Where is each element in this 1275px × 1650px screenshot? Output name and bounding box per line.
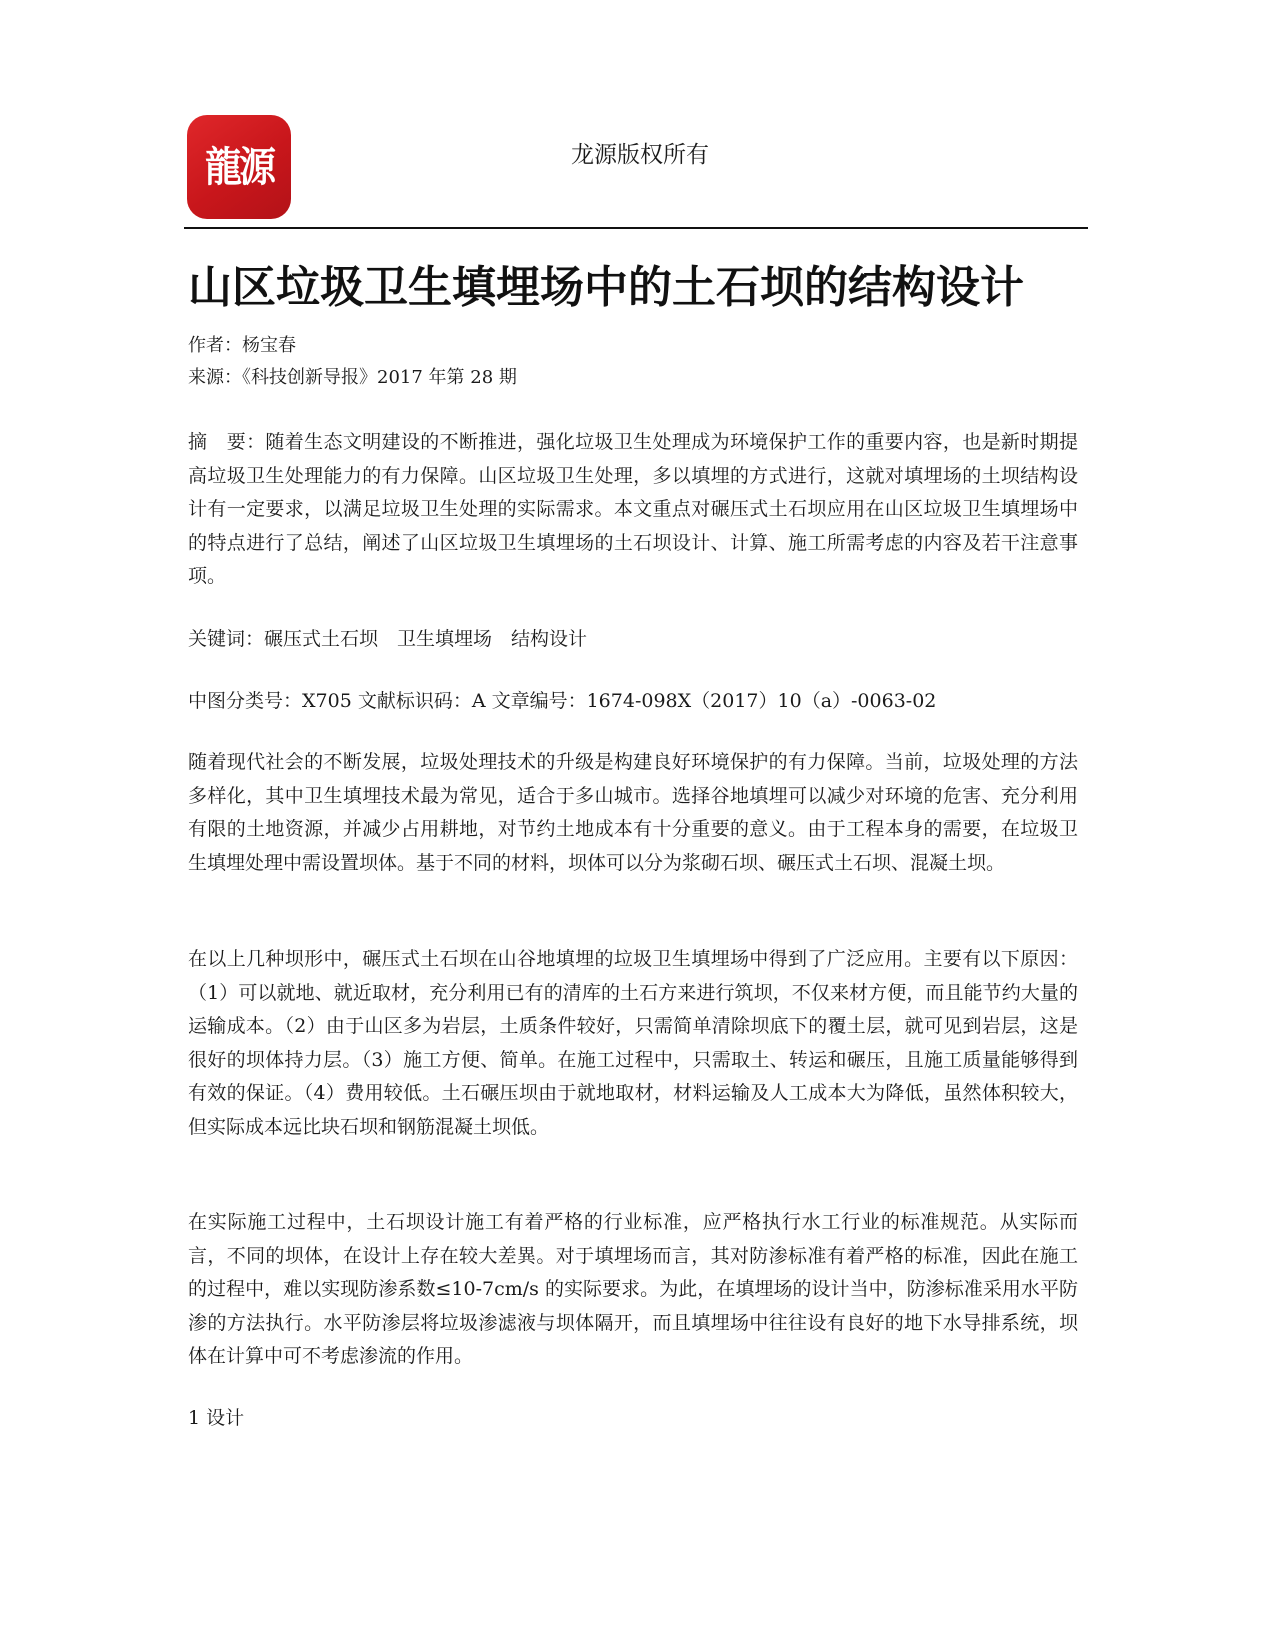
longyuan-logo	[187, 115, 291, 219]
header-divider	[184, 227, 1088, 229]
article-classification: 中图分类号：X705 文献标识码：A 文章编号：1674-098X（2017）10（a）-0063-02	[188, 690, 937, 712]
article-title: 山区垃圾卫生填埋场中的土石坝的结构设计	[188, 262, 1024, 313]
body-paragraph: 在以上几种坝形中，碾压式土石坝在山谷地填埋的垃圾卫生填埋场中得到了广泛应用。主要有以下原因：（1）可以就地、就近取材，充分利用已有的清库的土石方来进行筑坝，不仅来材方便，而且能节约大量的运输成本。（2）由于山区多为岩层，土质条件较好，只需简单清除坝底下的覆土层，就可见到岩层，这是很好的坝体持力层。（3）施工方便、简单。在施工过程中，只需取土、转运和碾压，且施工质量能够得到有效的保证。（4）费用较低。土石碾压坝由于就地取材，材料运输及人工成本大为降低，虽然体积较大，但实际成本远比块石坝和钢筋混凝土坝低。	[188, 948, 1078, 1138]
copyright-notice: 龙源版权所有	[571, 142, 709, 168]
article-author: 作者：杨宝春	[188, 335, 296, 356]
section-heading: 1 设计	[188, 1407, 245, 1429]
body-paragraph: 在实际施工过程中，土石坝设计施工有着严格的行业标准，应严格执行水工行业的标准规范。从实际而言，不同的坝体，在设计上存在较大差異。对于填埋场而言，其对防渗标准有着严格的标准，因此在施工的过程中，难以实现防渗系数≤10-7cm/s 的实际要求。为此，在填埋场的设计当中，防渗标准采用水平防渗的方法执行。水平防渗层将垃圾渗滤液与坝体隔开，而且填埋场中往往设有良好的地下水导排系统，坝体在计算中可不考虑渗流的作用。	[188, 1211, 1078, 1367]
article-keywords: 关键词：碾压式土石坝 卫生填埋场 结构设计	[188, 628, 588, 650]
article-abstract: 摘 要：随着生态文明建设的不断推进，强化垃圾卫生处理成为环境保护工作的重要内容，也是新时期提高垃圾卫生处理能力的有力保障。山区垃圾卫生处理，多以填埋的方式进行，这就对填埋场的土坝结构设计有一定要求，以满足垃圾卫生处理的实际需求。本文重点对碾压式土石坝应用在山区垃圾卫生填埋场中的特点进行了总结，阐述了山区垃圾卫生填埋场的土石坝设计、计算、施工所需考虑的内容及若干注意事项。	[188, 431, 1078, 587]
article-source: 来源：《科技创新导报》2017 年第 28 期	[188, 367, 517, 388]
body-paragraph: 随着现代社会的不断发展，垃圾处理技术的升级是构建良好环境保护的有力保障。当前，垃圾处理的方法多样化，其中卫生填埋技术最为常见，适合于多山城市。选择谷地填埋可以减少对环境的危害、充分利用有限的土地资源，并减少占用耕地，对节约土地成本有十分重要的意义。由于工程本身的需要，在垃圾卫生填埋处理中需设置坝体。基于不同的材料，坝体可以分为浆砌石坝、碾压式土石坝、混凝土坝。	[188, 751, 1078, 874]
logo-text: 龍源	[205, 142, 273, 191]
